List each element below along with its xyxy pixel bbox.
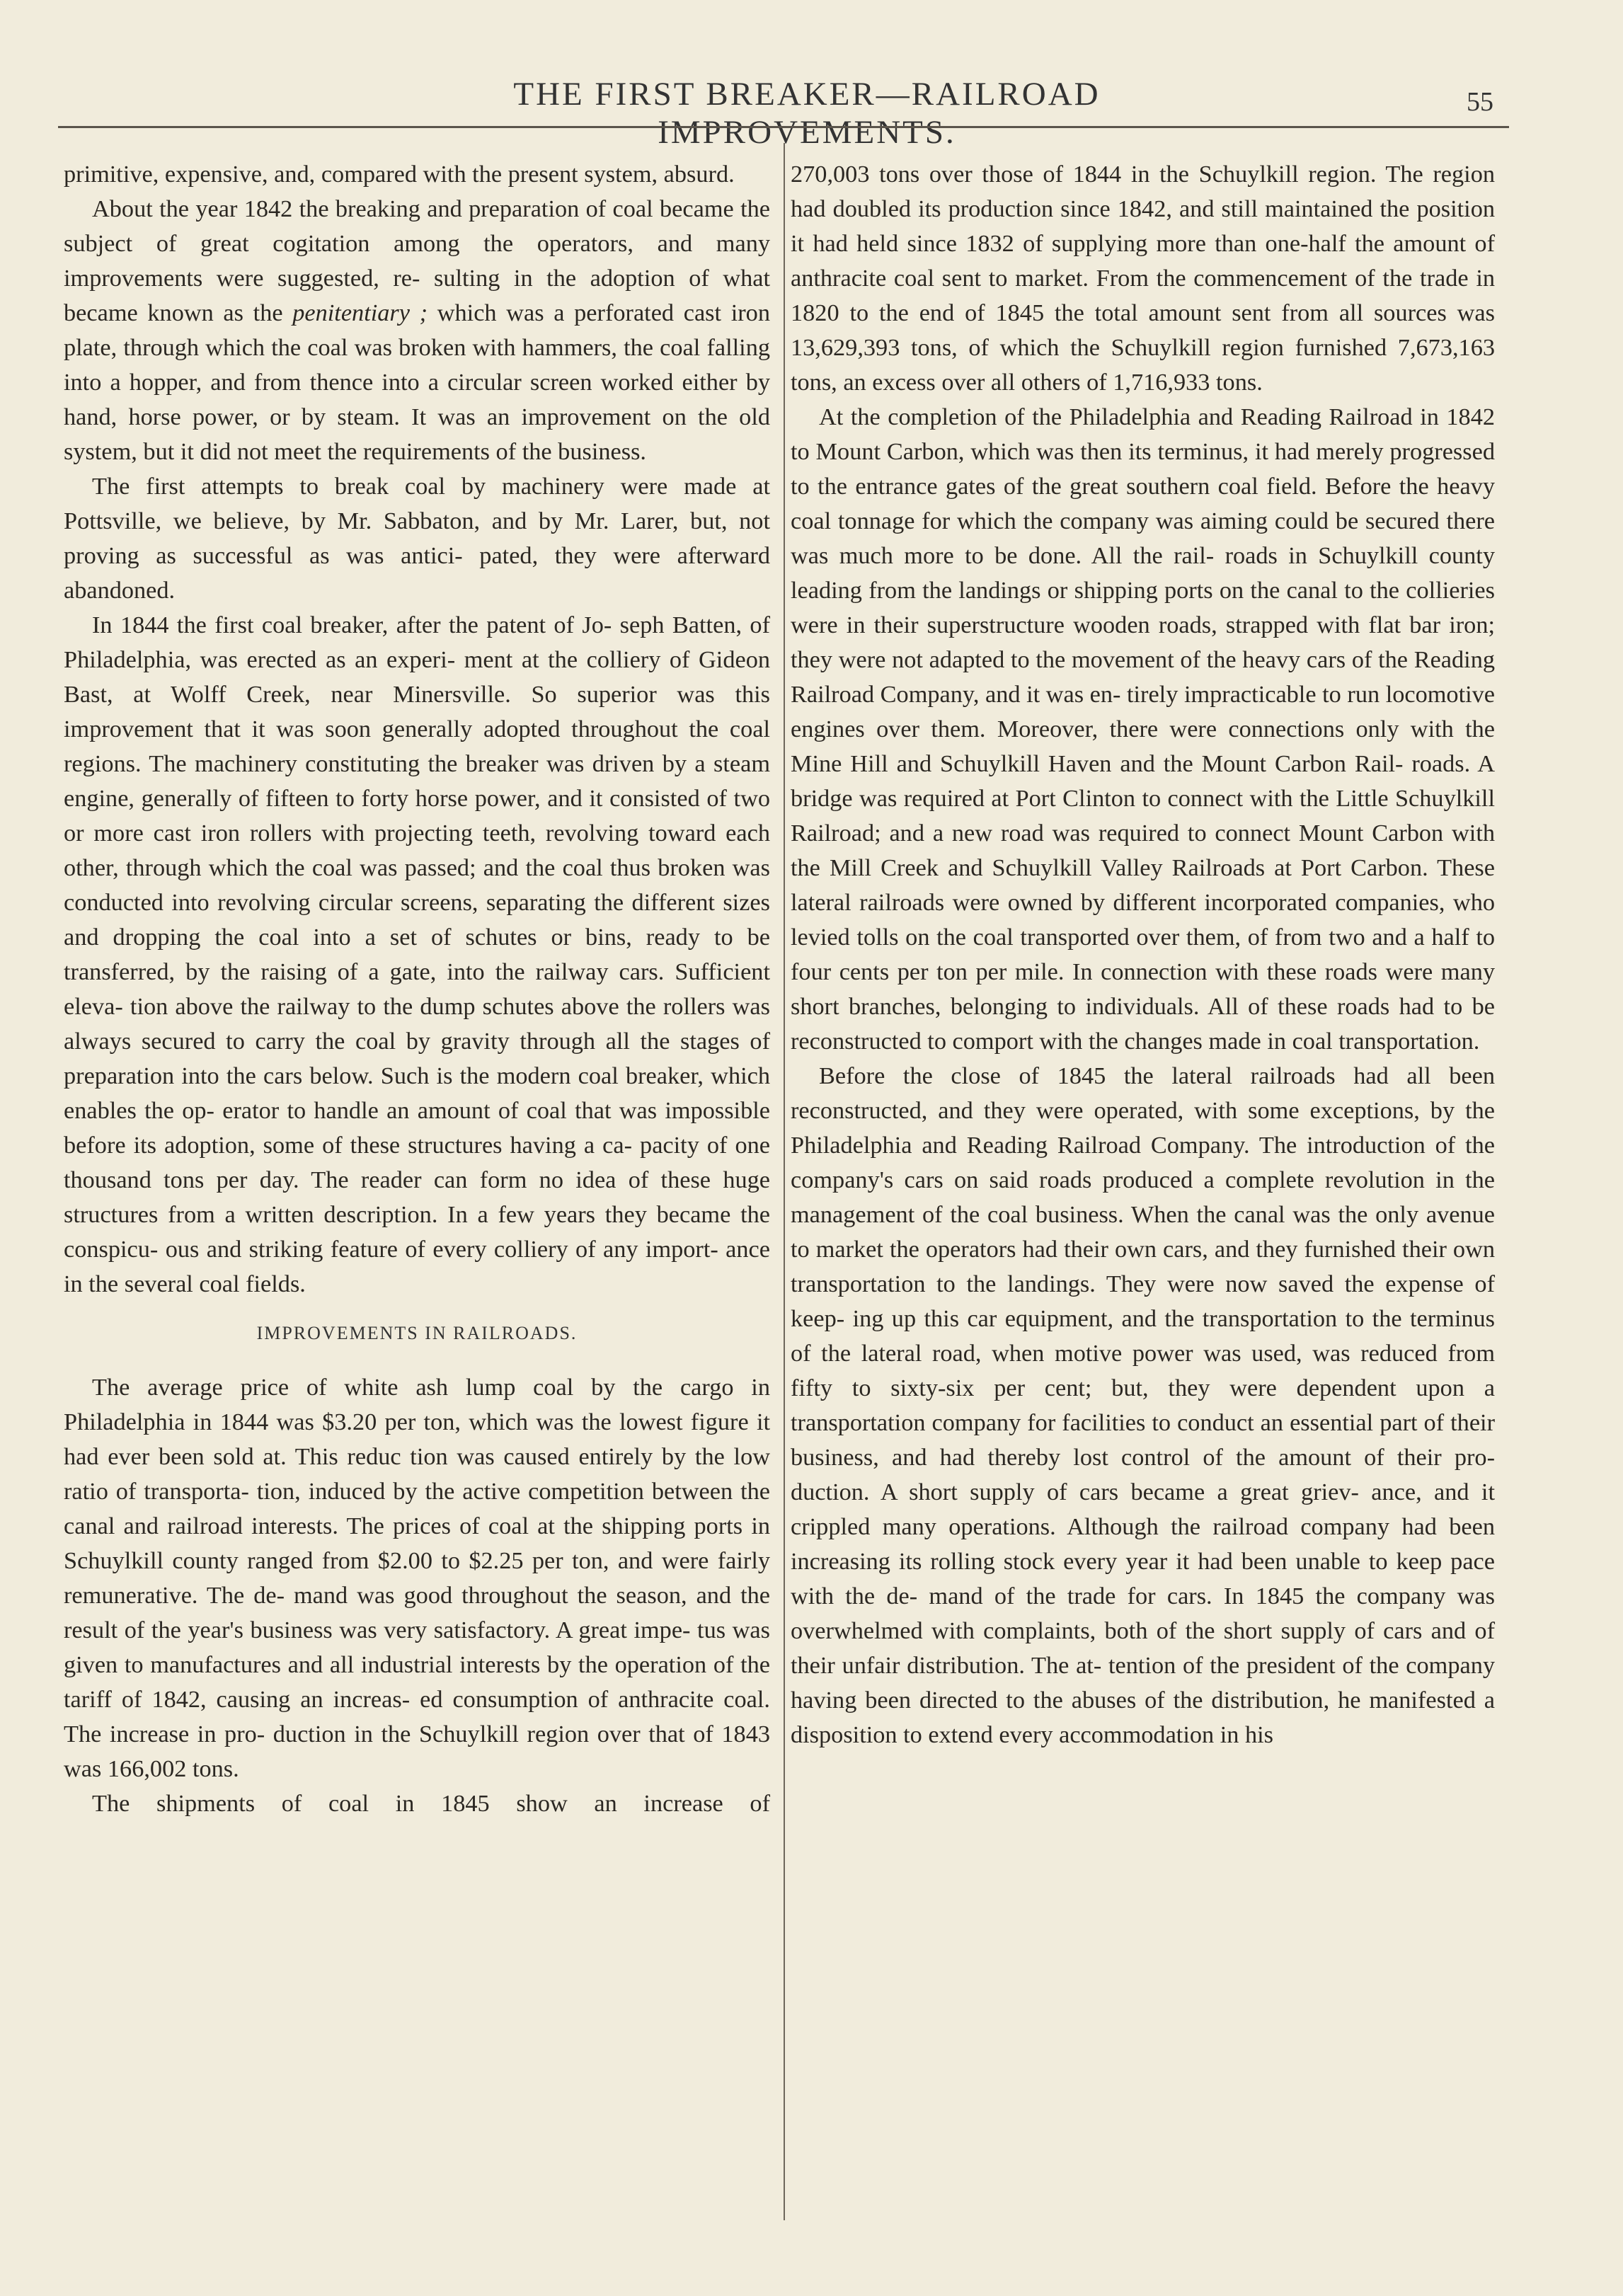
paragraph-text: which was a perforated cast iron plate, through which the coal was broken with hammers, the coal falling into a hopper, and from thence into a circular screen worked either by hand, horse power, or by steam. It was an improvement on the old system, but it did not meet the requirements of the business. [64, 299, 770, 465]
page-number: 55 [1467, 87, 1493, 117]
paragraph: primitive, expensive, and, compared with the present system, absurd. [64, 161, 735, 188]
paragraph: The first attempts to break coal by machinery were made at Pottsville, we believe, by Mr. Sabbaton, and by Mr. Larer, but, not proving as successful as was antici- pated, they were afterward abandoned. [64, 473, 770, 604]
paragraph: The shipments of coal in 1845 show an increase of [92, 1790, 770, 1817]
paragraph: Before the close of 1845 the lateral railroads had all been reconstructed, and they were operated, with some exceptions, by the Philadelphia and Reading Railroad Company. The introduction of the company's cars on said roads produced a complete revolution in the management of the coal business. When the canal was the only avenue to market the operators had their own cars, and they furnished their own transportation to the landings. They were now saved the expense of keep- ing up this car equipment, and the transportation to the terminus of the lateral road, when motive power was used, was reduced from fifty to sixty-six per cent; but, they were dependent upon a transportation company for facilities to conduct an essential part of their business, and had thereby lost control of the amount of their pro- duction. A short supply of cars became a great griev- ance, and it crippled many operations. Although the railroad company had been increasing its rolling stock every year it had been unable to keep pace with the de- mand of the trade for cars. In 1845 the company was overwhelmed with complaints, both of the short supply of cars and of their unfair distribution. The at- tention of the president of the company having been directed to the abuses of the distribution, he manifested a disposition to extend every accommodation in his [791, 1062, 1495, 1748]
left-column [64, 157, 770, 1821]
italic-term: penitentiary ; [292, 299, 428, 326]
paragraph: At the completion of the Philadelphia and Reading Railroad in 1842 to Mount Carbon, which was then its terminus, it had merely progressed to the entrance gates of the great southern coal field. Before the heavy coal tonnage for which the company was aiming could be secured there was much more to be done. All the rail- roads in Schuylkill county leading from the landings or shipping ports on the canal to the collieries were in their superstructure wooden roads, strapped with flat bar iron; they were not adapted to the movement of the heavy cars of the Reading Railroad Company, and it was en- tirely impracticable to run locomotive engines over them. Moreover, there were connections only with the Mine Hill and Schuylkill Haven and the Mount Carbon Rail- roads. A bridge was required at Port Clinton to connect with the Little Schuylkill Railroad; and a new road was required to connect Mount Carbon with the Mill Creek and Schuylkill Valley Railroads at Port Carbon. These lateral railroads were owned by different incorporated companies, who levied tolls on the coal transported over them, of from two and a half to four cents per ton per mile. In connection with these roads were many short branches, belonging to individuals. All of these roads had to be reconstructed to comport with the changes made in coal transportation. [791, 403, 1495, 1055]
paragraph: The average price of white ash lump coal by the cargo in Philadelphia in 1844 was $3.20 per ton, which was the lowest figure it had ever been sold at. This reduc tion was caused entirely by the low ratio of transporta- tion, induced by the active competition between the canal and railroad interests. The prices of coal at the shipping ports in Schuylkill county ranged from $2.00 to $2.25 per ton, and were fairly remunerative. The de- mand was good throughout the season, and the result of the year's business was very satisfactory. A great impe- tus was given to manufactures and all industrial interests by the operation of the tariff of 1842, causing an increas- ed consumption of anthracite coal. The increase in pro- duction in the Schuylkill region over that of 1843 was 166,002 tons. [64, 1374, 770, 1782]
column-divider [784, 143, 785, 2220]
paragraph: 270,003 tons over those of 1844 in the Schuylkill region. The region had doubled its production since 1842, and still maintained the position it had held since 1832 of supplying more than one-half the amount of anthracite coal sent to market. From the commencement of the trade in 1820 to the end of 1845 the total amount sent from all sources was 13,629,393 tons, of which the Schuylkill region furnished 7,673,163 tons, an excess over all others of 1,716,933 tons. [791, 161, 1495, 396]
section-heading: IMPROVEMENTS IN RAILROADS. [256, 1323, 578, 1343]
running-head: THE FIRST BREAKER—RAILROAD IMPROVEMENTS. [513, 76, 1101, 151]
paragraph: In 1844 the first coal breaker, after the patent of Jo- seph Batten, of Philadelphia, was erected as an experi- ment at the colliery of Gideon Bast, at Wolff Creek, near Minersville. So superior was this improvement that it was soon generally adopted throughout the coal regions. The machinery constituting the breaker was driven by a steam engine, generally of fifteen to forty horse power, and it consisted of two or more cast iron rollers with projecting teeth, revolving toward each other, through which the coal was passed; and the coal thus broken was conducted into revolving circular screens, separating the different sizes and dropping the coal into a set of schutes or bins, ready to be transferred, by the raising of a gate, into the railway cars. Sufficient eleva- tion above the railway to the dump schutes above the rollers was always secured to carry the coal by gravity through all the stages of preparation into the cars below. Such is the modern coal breaker, which enables the op- erator to handle an amount of coal that was impossible before its adoption, some of these structures having a ca- pacity of one thousand tons per day. The reader can form no idea of these huge structures from a written description. In a few years they became the conspicu- ous and striking feature of every colliery of any import- ance in the several coal fields. [64, 612, 770, 1297]
right-column [791, 157, 1495, 1752]
header-rule [58, 126, 1509, 128]
paragraph [64, 192, 770, 469]
paragraph-text: About the year 1842 the breaking and preparation of coal became the subject of great cogitation among the operators, and many improvements were suggested, re- sulting in the adoption of what became known as the [64, 195, 770, 326]
